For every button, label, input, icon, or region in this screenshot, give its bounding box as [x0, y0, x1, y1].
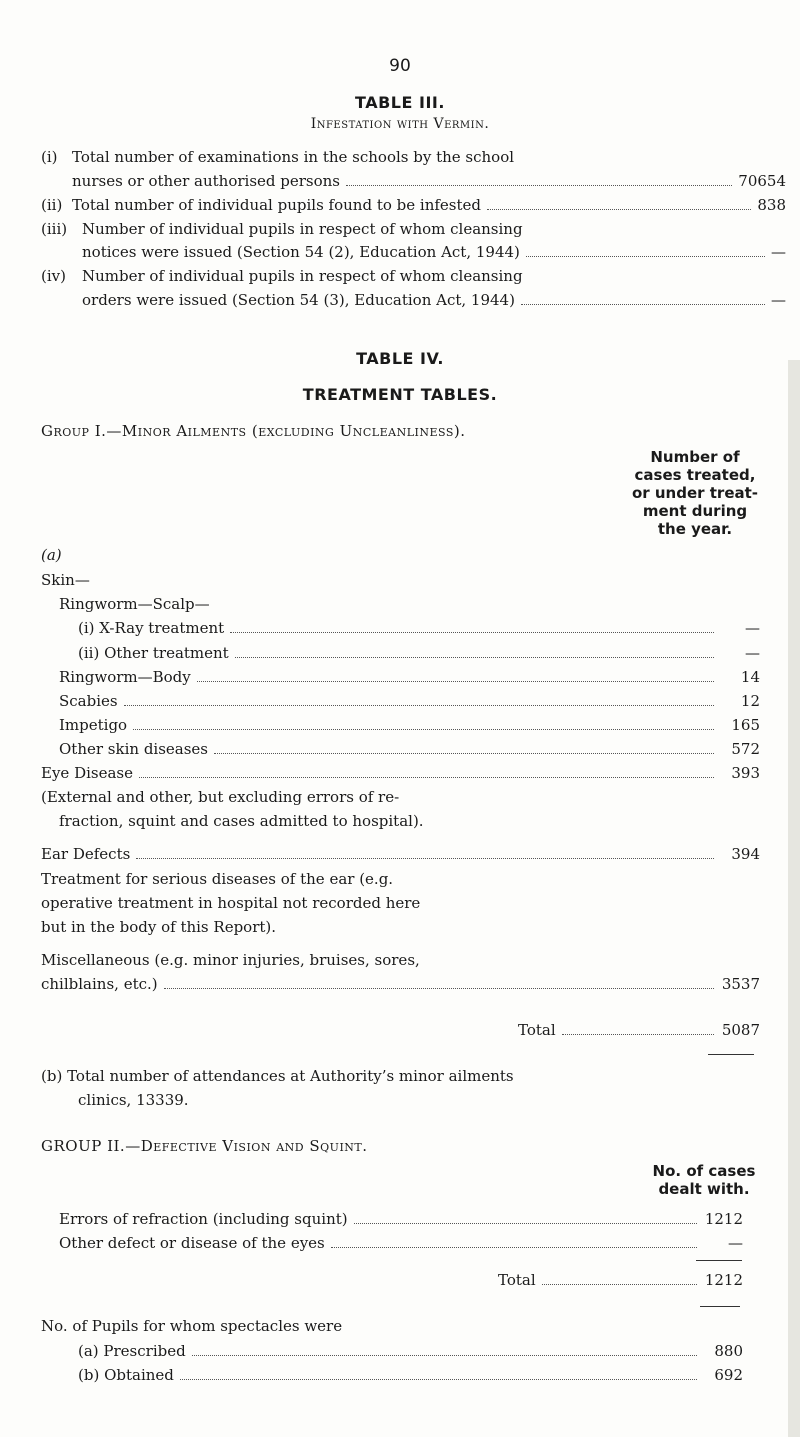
subsection-a: (a) [41, 546, 62, 564]
dot-leader [133, 729, 714, 730]
ear-note: operative treatment in hospital not recorded here [41, 894, 421, 912]
item-value: — [771, 243, 786, 261]
treatment-row: (i) X-Ray treatment — [78, 619, 760, 637]
ear-note: but in the body of this Report). [41, 918, 277, 936]
treatment-row: Eye Disease 393 [41, 764, 760, 782]
group1-heading: Group I.—Minor Ailments (excluding Uncleanliness). [41, 422, 466, 440]
dot-leader [139, 777, 714, 778]
dot-leader [346, 185, 732, 186]
dot-leader [354, 1223, 697, 1224]
total-rule [696, 1260, 742, 1261]
treatment-row: Scabies 12 [59, 692, 760, 710]
group2-heading: GROUP II.—Defective Vision and Squint. [41, 1137, 368, 1155]
item-number: (ii) [41, 196, 63, 214]
item-value: 70654 [738, 172, 786, 190]
dot-leader [197, 681, 714, 682]
spectacles-row: (b) Obtained 692 [78, 1366, 743, 1384]
dot-leader [521, 304, 765, 305]
dot-leader [164, 988, 714, 989]
dot-leader [192, 1355, 697, 1356]
item-number: (i) [41, 148, 58, 166]
group1-total-row: Total 5087 [518, 1021, 760, 1039]
item-text: nurses or other authorised persons [72, 172, 341, 190]
attendances-text: clinics, 13339. [78, 1091, 189, 1109]
eye-note: fraction, squint and cases admitted to hospital). [59, 812, 424, 830]
group1-column-header: Number of cases treated, or under treat- ment during the year. [631, 448, 759, 538]
item-text: Number of individual pupils in respect of whom cleansing [82, 267, 523, 285]
dot-leader [136, 858, 714, 859]
item-text: Total number of individual pupils found to be infested [72, 196, 481, 214]
item-text: Number of individual pupils in respect of whom cleansing [82, 220, 523, 238]
item-text: notices were issued (Section 54 (2), Education Act, 1944) [82, 243, 520, 261]
item-value: 838 [757, 196, 786, 214]
item-text: orders were issued (Section 54 (3), Education Act, 1944) [82, 291, 515, 309]
total-rule [708, 1054, 754, 1055]
item-text: Total number of examinations in the schools by the school [72, 148, 515, 166]
spectacles-heading: No. of Pupils for whom spectacles were [41, 1317, 343, 1335]
page-number: 90 [389, 56, 411, 76]
treatment-row: Ringworm—Body 14 [59, 668, 760, 686]
total-rule [700, 1306, 740, 1307]
item-number: (iv) [41, 267, 66, 285]
table3-subtitle: Infestation with Vermin. [310, 116, 490, 132]
treatment-row: Impetigo 165 [59, 716, 760, 734]
spectacles-row: (a) Prescribed 880 [78, 1342, 743, 1360]
dot-leader [526, 256, 765, 257]
attendances-text: (b) Total number of attendances at Authority’s minor ailments [41, 1067, 514, 1085]
table4-subtitle: TREATMENT TABLES. [302, 385, 498, 404]
dot-leader [542, 1284, 697, 1285]
vision-row: Other defect or disease of the eyes — [59, 1234, 743, 1252]
item-value: — [771, 291, 786, 309]
item-number: (iii) [41, 220, 68, 238]
group2-total-row: Total 1212 [498, 1271, 743, 1289]
dot-leader [214, 753, 714, 754]
ringworm-scalp-heading: Ringworm—Scalp— [59, 595, 210, 613]
misc-row: chilblains, etc.) 3537 [41, 975, 760, 993]
table4-title: TABLE IV. [356, 349, 444, 368]
dot-leader [235, 657, 714, 658]
eye-note: (External and other, but excluding errors of re- [41, 788, 400, 806]
dot-leader [180, 1379, 697, 1380]
misc-text: Miscellaneous (e.g. minor injuries, bruises, sores, [41, 951, 420, 969]
dot-leader [331, 1247, 697, 1248]
ear-defects-row: Ear Defects 394 [41, 845, 760, 863]
vision-row: Errors of refraction (including squint) 1212 [59, 1210, 743, 1228]
treatment-row: (ii) Other treatment — [78, 644, 760, 662]
ear-note: Treatment for serious diseases of the ear (e.g. [41, 870, 394, 888]
skin-heading: Skin— [41, 571, 90, 589]
table3-title: TABLE III. [355, 93, 445, 112]
treatment-row: Other skin diseases 572 [59, 740, 760, 758]
group2-column-header: No. of cases dealt with. [652, 1162, 756, 1198]
dot-leader [230, 632, 714, 633]
dot-leader [487, 209, 751, 210]
dot-leader [562, 1034, 714, 1035]
dot-leader [124, 705, 714, 706]
